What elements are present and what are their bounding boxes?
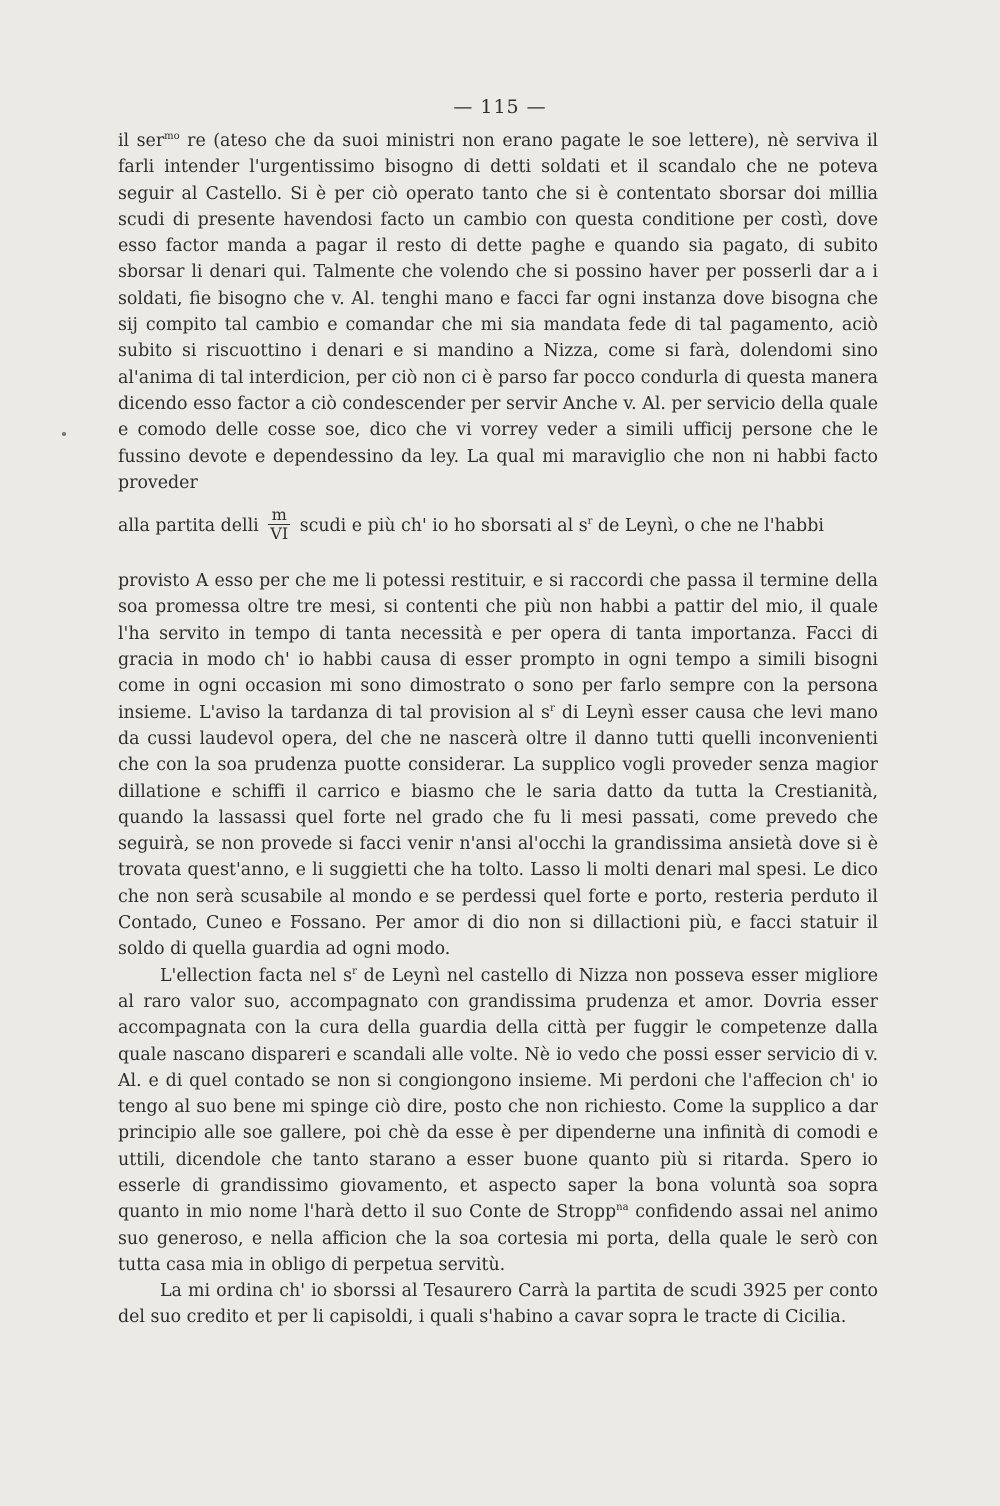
p1-start: il ser [118, 131, 165, 151]
p3-text: La mi ordina ch' io sborssi al Tesaurero Carrà la partita de scudi 3925 per conto del suo credito et per li capisoldi, i quali s'habino a cavar sopra le tracte di Cicilia. [118, 1281, 878, 1328]
frac-before: alla partita delli [118, 516, 259, 537]
p2-sup: r [352, 965, 357, 977]
p1c-sup: r [549, 702, 555, 714]
p2-text2: de Leynì nel castello di Nizza non posseva esser migliore al raro valor suo, accompagnato con grandissima prudenza et amor. Dovria esser accompagnata con la cura della guardia della città per fuggir le competenze dalla quale nascano dispareri e scandali alle volte. Nè io vedo che possi esser servicio di v. Al. e di quel contado se non si congiongono insieme. Mi perdoni che l'affecion ch' io tengo al suo bene mi spinge ciò dire, posto che non richiesto. Come la supplico a dar principio alle soe gallere, poi chè da esse è per dipenderne una infinità di comodi e uttili, dicendole che tanto starano a esser buone quanto più si ritarda. Spero io esserle di grandissimo giovamento, et aspecto saper la bona voluntà soa sopra quanto in mio nome l'harà detto il suo Conte de Stropp [118, 965, 878, 1223]
frac-after-2: de Leynì, o che ne l'habbi [592, 516, 824, 537]
p1-sup: mo [164, 131, 180, 143]
p1c-text: provisto A esso per che me li potessi restituir, e si raccordi che passa il termine della soa promessa oltre tre mesi, si contenti che più non habbi a pattir del mio, il quale l'ha servito in tempo di tanta necessità e per opera di tanta importanza. Facci di gracia in modo ch' io habbi causa di esser prompto in ogni tempo a simili bisogni come in ogni occasion mi sono dimostrato o sono per farlo sempre con la persona insieme. L'aviso la tardanza di tal provision al s [118, 571, 878, 723]
body-text [118, 128, 878, 1331]
fraction-numerator: m [268, 506, 290, 525]
paragraph-1-cont [118, 568, 878, 962]
page-number: — 115 — [453, 96, 547, 118]
frac-after-1: scudi e più ch' io ho sborsati al s [299, 516, 588, 537]
p2-text: L'ellection facta nel s [160, 965, 353, 986]
p1-rest: re (ateso che da suoi ministri non erano pagate le soe lettere), nè serviva il farli intender l'urgentissimo bisogno di detti soldati et il scandalo che ne poteva seguir al Castello. Si è per ciò operato tanto che si è contentato sborsar doi millia scudi di presente havendosi facto un cambio con questa conditione per costì, dove esso factor manda a pagar il resto di dette paghe e quando sia pagato, di subito sborsar li denari qui. Talmente che volendo che si possino haver per posserli dar a i soldati, fie bisogno che v. Al. tenghi mano e facci far ogni instanza dove bisogna che sij compito tal cambio e comandar che mi sia mandata fede di tal pagamento, aciò subito si riscuottino i denari e si mandino a Nizza, come si farà, dolendomi sino al'anima di tal interdicion, per ciò non ci è parso far pocco condurla di questa manera dicendo esso factor a ciò condescender per servir Anche v. Al. per servicio della quale e comodo delle cosse soe, dico che vi vorrey veder a simili ufficij persone che le fussino devote e dependessino da ley. La qual mi maraviglio che non ni habbi facto proveder [118, 131, 878, 493]
p2-sup2: na [616, 1202, 629, 1214]
p1c-text2: di Leynì esser causa che levi mano da cussi laudevol opera, del che ne nascerà oltre il danno tutti quelli inconvenienti che con la soa prudenza puotte considerar. La supplico vogli proveder senza magior dillatione e schiffi il carrico e biasmo che le saria datto da tutta la Crestianità, quando la lassassi quel forte nel grado che fu li mesi passati, come prevedo che seguirà, se non provede si facci venir n'ansi al'occhi la grandissima ansietà dove si è trovata quest'anno, e li suggietti che ha tolto. Lasso li molti denari mal spesi. Le dico che non serà scusabile al mondo e se perdessi quel forte e porto, resteria perduto il Contado, Cuneo e Fossano. Per amor di dio non si dillactioni più, e facci statuir il soldo di quella guardia ad ogni modo. [118, 702, 879, 960]
fraction-line [118, 505, 878, 554]
fraction-denominator: VI [270, 524, 289, 544]
paragraph-3 [118, 1278, 878, 1331]
p2-text3: confidendo assai nel animo suo generoso, e nella afficion che la soa cortesia mi porta, della quale le serò con tutta casa mia in obligo di perpetua servitù. [118, 1202, 878, 1275]
frac-after-sup: r [587, 516, 593, 528]
paragraph-1 [118, 128, 878, 496]
paragraph-2 [118, 963, 878, 1279]
fraction [268, 506, 290, 543]
margin-dot [62, 432, 66, 436]
